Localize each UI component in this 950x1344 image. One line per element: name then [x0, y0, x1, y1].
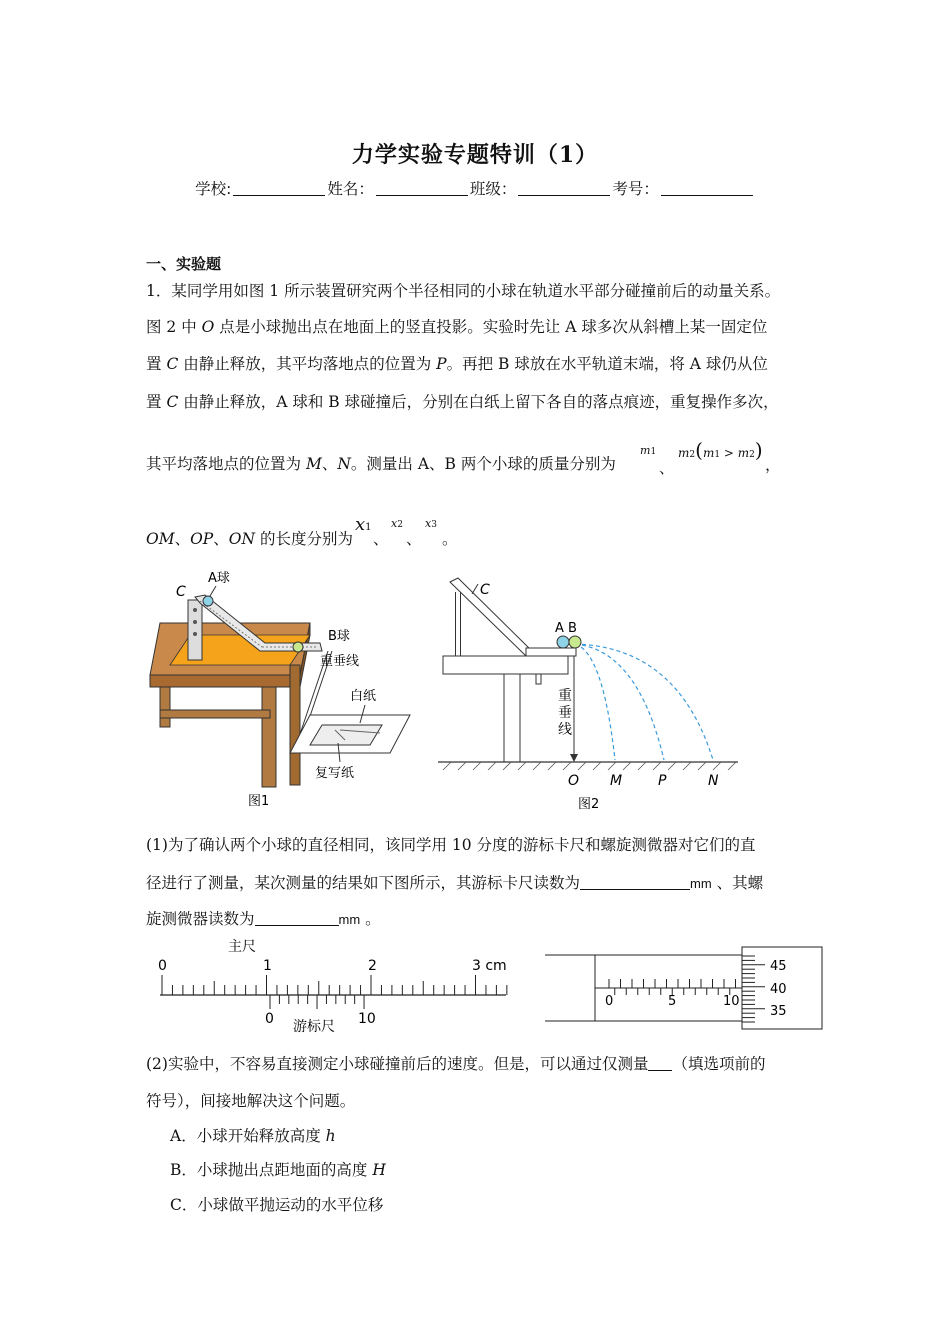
cond-gt: > — [720, 446, 738, 460]
q1-text: 。测量出 A、B 两个小球的质量分别为 — [350, 455, 616, 473]
q1-line-6-end: 。 — [442, 530, 458, 548]
student-info-line — [0, 177, 950, 199]
ball-b — [293, 642, 303, 652]
x2-symbol: x — [391, 517, 398, 530]
q1-text: 置 — [146, 393, 167, 411]
exam-no-blank[interactable] — [661, 180, 753, 196]
formula-x3 — [425, 517, 437, 530]
q1-line-4 — [146, 390, 779, 412]
cond-m1-sub: 1 — [714, 450, 721, 460]
formula-x1 — [355, 514, 372, 535]
q1-text: 由静止释放，A 球和 B 球碰撞后，分别在白纸上留下各自的落点痕迹，重复操作多次， — [178, 393, 779, 411]
sleeve-tick-0: 0 — [605, 994, 614, 1009]
thimble-tick-35: 35 — [770, 1004, 787, 1019]
var-c: C — [166, 393, 179, 411]
part2-line-1 — [146, 1052, 765, 1074]
q1-line-5 — [146, 452, 616, 474]
part1-line-2 — [146, 871, 763, 893]
part2-line-2: 符号），间接地解决这个问题。 — [146, 1092, 356, 1110]
formula-x2 — [391, 517, 403, 530]
fig2-label-plumb-3: 线 — [558, 722, 572, 738]
var-op: OP — [190, 530, 214, 548]
q1-line-1: 1．某同学用如图 1 所示装置研究两个半径相同的小球在轨道水平部分碰撞前后的动量关系。 — [146, 282, 781, 300]
x1-symbol: x — [355, 514, 366, 535]
q1-line-3 — [146, 352, 768, 374]
fig2-label-ab: A B — [555, 621, 577, 636]
x-sep-1: 、 — [373, 530, 389, 548]
q1-line-6 — [146, 527, 353, 549]
section-heading: 一、实验题 — [146, 255, 222, 273]
caliper-answer-blank[interactable] — [580, 875, 690, 890]
paren-close: ) — [754, 438, 763, 462]
part1-text: 旋测微器读数为 — [146, 910, 255, 928]
fig2-label-p: P — [658, 773, 667, 789]
q1-line-5-end: ， — [765, 456, 781, 474]
fig1-caption: 图1 — [248, 794, 270, 809]
page-title: 力学实验专题特训（1） — [351, 142, 599, 168]
option-b-text: B．小球抛出点距地面的高度 — [170, 1161, 373, 1179]
var-om: OM — [146, 530, 175, 548]
q1-text: 其平均落地点的位置为 — [146, 455, 306, 473]
option-c[interactable] — [170, 1193, 383, 1215]
vernier-tick-10: 10 — [358, 1011, 376, 1027]
q1-text: 、 — [174, 530, 191, 548]
var-n: N — [337, 455, 351, 473]
part2-text: (2)实验中，不容易直接测定小球碰撞前后的速度。但是，可以通过仅测量 — [146, 1055, 649, 1073]
part2-answer-blank[interactable] — [648, 1056, 672, 1071]
x1-subscript: 1 — [365, 522, 372, 533]
fig1-label-carbon: 复写纸 — [315, 766, 355, 781]
q1-text: 点是小球抛出点在地面上的竖直投影。实验时先让 A 球多次从斜槽上某一固定位 — [214, 318, 768, 336]
unit-mm: mm — [690, 876, 712, 891]
name-label: 姓名： — [327, 180, 374, 198]
vernier-tick-0: 0 — [265, 1011, 274, 1027]
figure-1-apparatus — [150, 565, 430, 815]
var-p: P — [436, 355, 447, 373]
q1-text: 的长度分别为 — [255, 530, 353, 548]
fig1-label-plumb: 重垂线 — [320, 654, 360, 669]
main-tick-3: 3 cm — [472, 958, 507, 974]
fig2-caption: 图2 — [578, 797, 600, 812]
fig2-label-plumb-2: 垂 — [558, 705, 572, 721]
x2-subscript: 2 — [397, 520, 403, 530]
class-blank[interactable] — [518, 180, 610, 196]
q1-line-2 — [146, 315, 767, 337]
sleeve-tick-5: 5 — [668, 994, 677, 1009]
part1-text: 径进行了测量，某次测量的结果如下图所示，其游标卡尺读数为 — [146, 874, 581, 892]
formula-m2-condition — [678, 438, 763, 462]
fig2-label-m: M — [610, 773, 623, 789]
part1-line-1: (1)为了确认两个小球的直径相同，该同学用 10 分度的游标卡尺和螺旋测微器对它们的直 — [146, 836, 756, 854]
main-tick-0: 0 — [158, 958, 167, 974]
unit-mm: mm — [338, 912, 361, 927]
var-on: ON — [228, 530, 256, 548]
q1-text: 。再把 B 球放在水平轨道末端，将 A 球仍从位 — [446, 355, 768, 373]
main-tick-1: 1 — [263, 958, 272, 974]
fig2-label-plumb-1: 重 — [558, 688, 572, 704]
part2-text: （填选项前的 — [672, 1055, 766, 1073]
fig1-label-c: C — [176, 584, 186, 600]
q1-text: 图 2 中 — [146, 318, 202, 336]
paren-open: ( — [695, 438, 703, 462]
x3-subscript: 3 — [431, 520, 437, 530]
fig2-label-n: N — [708, 773, 719, 789]
fig2-label-c: C — [480, 582, 490, 598]
option-a[interactable] — [170, 1124, 336, 1146]
option-c-text: C．小球做平抛运动的水平位移 — [170, 1196, 384, 1214]
option-b-var: H — [372, 1161, 386, 1179]
main-tick-2: 2 — [368, 958, 377, 974]
var-o: O — [201, 318, 215, 336]
q1-text: 由静止释放，其平均落地点的位置为 — [178, 355, 437, 373]
m2-subscript: 2 — [689, 450, 696, 460]
ball-a — [203, 596, 213, 606]
m2-symbol: m — [678, 446, 690, 460]
school-label: 学校: — [195, 180, 232, 198]
m1-subscript: 1 — [650, 447, 657, 457]
exam-no-label: 考号： — [612, 180, 659, 198]
formula-m1 — [640, 444, 656, 457]
micrometer — [545, 943, 825, 1033]
part1-text: 、其螺 — [711, 874, 764, 892]
vernier-caliper — [150, 935, 520, 1035]
sleeve-tick-10: 10 — [723, 994, 740, 1009]
fig2-ball-a — [557, 636, 569, 648]
thimble-tick-45: 45 — [770, 959, 787, 974]
micrometer-answer-blank[interactable] — [255, 911, 339, 926]
cond-m1: m — [702, 446, 715, 460]
option-a-text: A．小球开始释放高度 — [170, 1127, 326, 1145]
var-c: C — [166, 355, 179, 373]
fig2-label-o: O — [568, 773, 580, 789]
fig1-label-paper: 白纸 — [350, 689, 377, 704]
fig1-label-a: A球 — [208, 571, 230, 586]
q1-text: 置 — [146, 355, 167, 373]
cond-m2: m — [737, 446, 750, 460]
formula-sep: 、 — [659, 459, 675, 477]
q1-text: 、 — [213, 530, 229, 548]
fig2-ball-b — [569, 636, 581, 648]
caliper-vernier-label: 游标尺 — [293, 1019, 335, 1035]
x3-symbol: x — [425, 517, 432, 530]
part1-text: 。 — [360, 910, 381, 928]
class-label: 班级： — [469, 180, 517, 198]
option-b[interactable] — [170, 1158, 386, 1180]
var-m: M — [305, 455, 322, 473]
part1-line-3 — [146, 907, 381, 929]
cond-m2-sub: 2 — [749, 450, 755, 460]
q1-text: 、 — [321, 455, 338, 473]
school-blank[interactable] — [233, 180, 325, 196]
x-sep-2: 、 — [406, 530, 422, 548]
fig1-label-b: B球 — [328, 629, 350, 644]
caliper-main-label: 主尺 — [228, 939, 256, 955]
name-blank[interactable] — [376, 180, 468, 196]
figure-2-trajectory — [438, 572, 743, 817]
thimble-tick-40: 40 — [770, 982, 787, 997]
m1-symbol: m — [640, 444, 651, 457]
option-a-var: h — [325, 1127, 336, 1145]
